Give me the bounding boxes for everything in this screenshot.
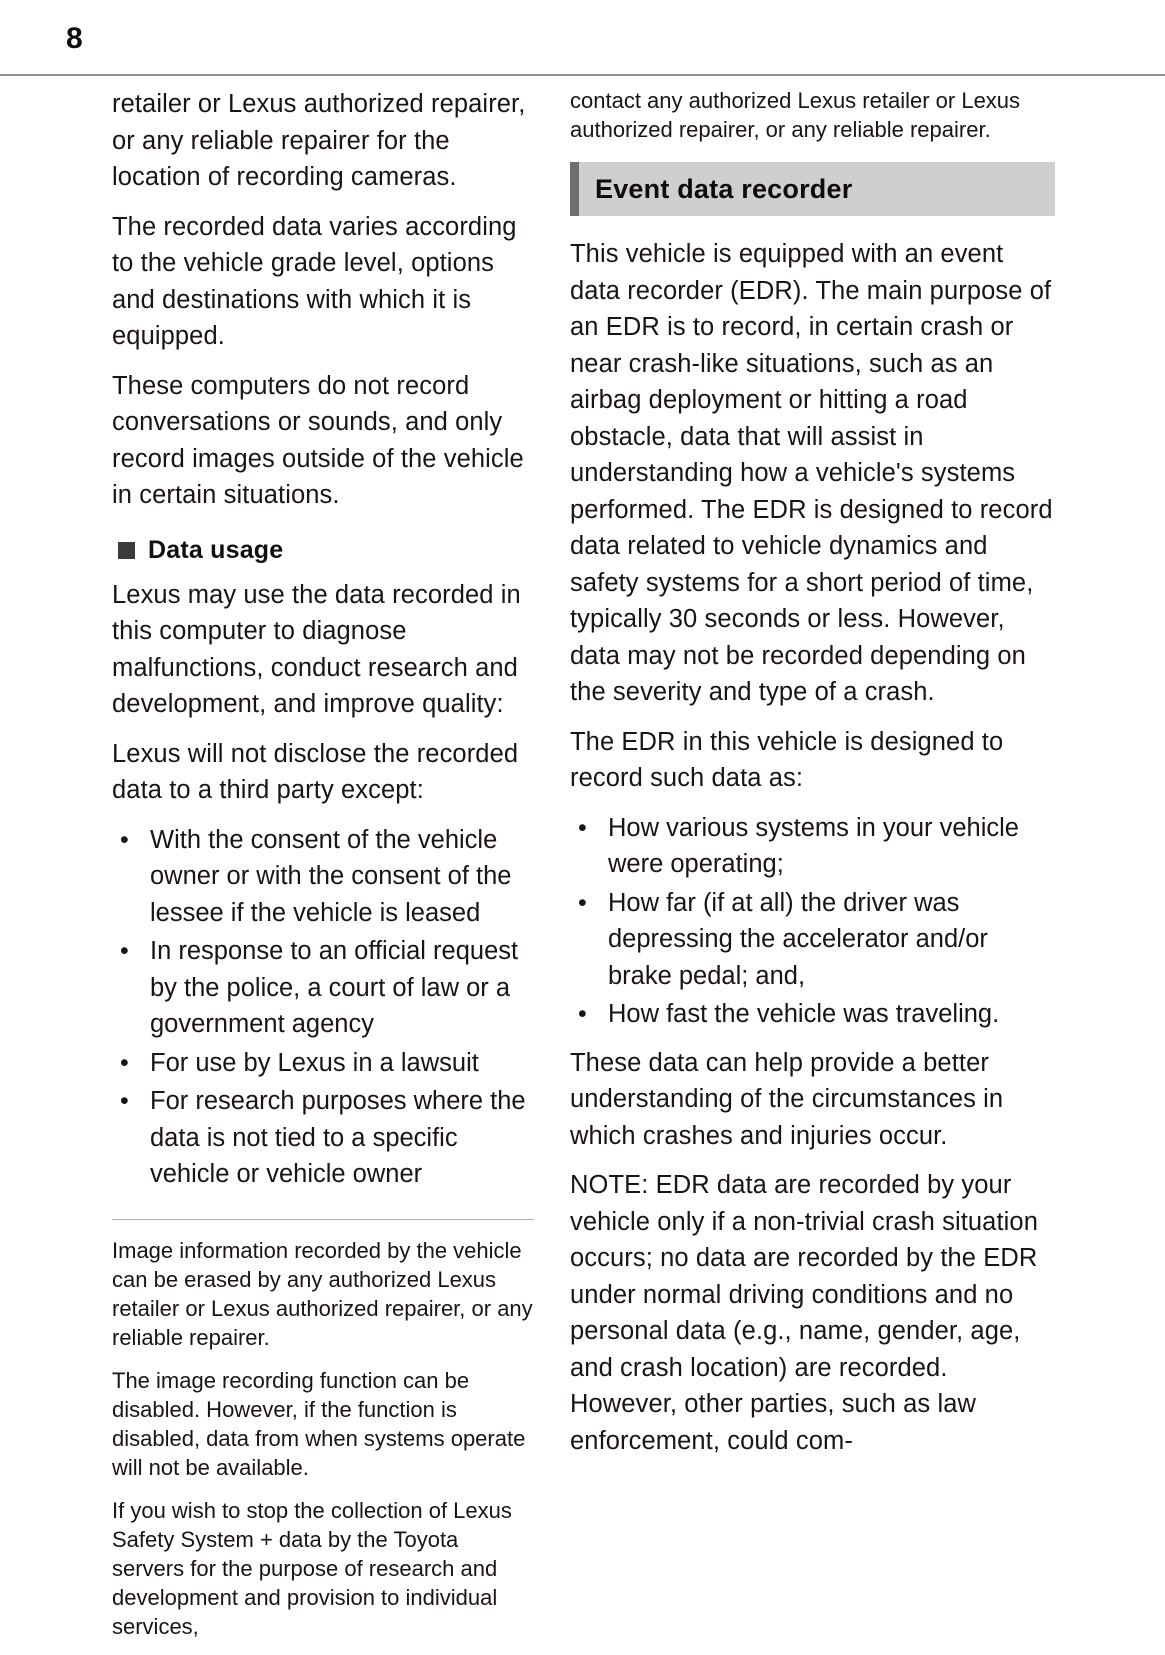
page-header [0,0,1165,76]
list-item-text: In response to an official request by the police, a court of law or a government agency [150,937,519,1038]
paragraph: retailer or Lexus authorized repairer, or any reliable repairer for the location of recording cameras. [112,90,526,191]
bullet-dot-icon: • [120,937,129,965]
paragraph: This vehicle is equipped with an event data recorder (EDR). The main purpose of an EDR is to record, in certain crash or near crash-like situations, such as an airbag deployment or hitting a road obstacle, data that will assist in understanding how a vehicle's systems performed. The EDR is designed to record data related to vehicle dynamics and safety systems for a short period of time, typically 30 seconds or less. However, data may not be recorded depending on the severity and type of a crash. [570,240,1053,706]
list-item [570,885,1055,995]
note-paragraph: Image information recorded by the vehicle can be erased by any authorized Lexus retailer or Lexus authorized repairer, or any reliable repairer. [112,1237,533,1350]
section-header [570,162,1055,216]
bullet-dot-icon: • [120,1087,129,1115]
note-divider [112,1219,534,1220]
header-divider [0,74,1165,76]
paragraph: These computers do not record conversations or sounds, and only record images outside of the vehicle in certain situations. [112,371,524,509]
subsection-heading-label: Data usage [148,535,284,564]
section-accent-bar [570,162,579,216]
list-item-text: For use by Lexus in a lawsuit [150,1048,479,1077]
bullet-dot-icon: • [578,1000,587,1028]
list-item-text: With the consent of the vehicle owner or with the consent of the lessee if the vehicle is leased [150,825,512,927]
paragraph: These data can help provide a better understanding of the circumstances in which crashes and injuries occur. [570,1048,1004,1150]
page-columns [0,86,1165,1655]
left-column [0,86,560,1655]
list-item [112,933,534,1043]
bullet-dot-icon: • [578,813,587,842]
list-item-text: For research purposes where the data is not tied to a specific vehicle or vehicle owner [150,1087,526,1188]
list-item-text: How various systems in your vehicle were operating; [608,813,1019,878]
bullet-dot-icon: • [578,888,587,917]
section-title: Event data recorder [595,173,853,204]
paragraph: The EDR in this vehicle is designed to record such data as: [570,727,1004,792]
bullet-list [570,810,1055,1033]
bullet-list [112,822,534,1193]
list-item [112,1083,534,1193]
list-item [570,996,1055,1033]
list-item [112,822,534,932]
paragraph: Lexus may use the data recorded in this computer to diagnose malfunctions, conduct research and development, and improve quality: [112,580,521,718]
page-number: 8 [66,22,83,55]
bullet-dot-icon: • [120,1048,129,1077]
paragraph: Lexus will not disclose the recorded data to a third party except: [112,739,519,804]
bullet-dot-icon: • [120,825,129,854]
list-item [570,810,1055,883]
list-item-text: How fast the vehicle was traveling. [608,1000,1000,1028]
note-paragraph: If you wish to stop the collection of Lexus Safety System + data by the Toyota servers for the purpose of research and development and provision to individual services, [112,1497,512,1639]
note-paragraph: The image recording function can be disabled. However, if the function is disabled, data from when systems operate will not be available. [112,1367,526,1480]
right-column [560,86,1165,1655]
subsection-heading [118,536,534,565]
list-item [112,1045,534,1082]
paragraph: contact any authorized Lexus retailer or Lexus authorized repairer, or any reliable repairer. [570,88,1021,142]
paragraph: NOTE: EDR data are recorded by your vehicle only if a non-trivial crash situation occurs; no data are recorded by the EDR under normal driving conditions and no personal data (e.g., name, gender, age, and crash location) are recorded. However, other parties, such as law enforcement, could com- [570,1171,1038,1455]
square-bullet-icon [118,542,135,559]
paragraph: The recorded data varies according to the vehicle grade level, options and destinations with which it is equipped. [112,212,517,350]
list-item-text: How far (if at all) the driver was depressing the accelerator and/or brake pedal; and, [608,888,988,990]
